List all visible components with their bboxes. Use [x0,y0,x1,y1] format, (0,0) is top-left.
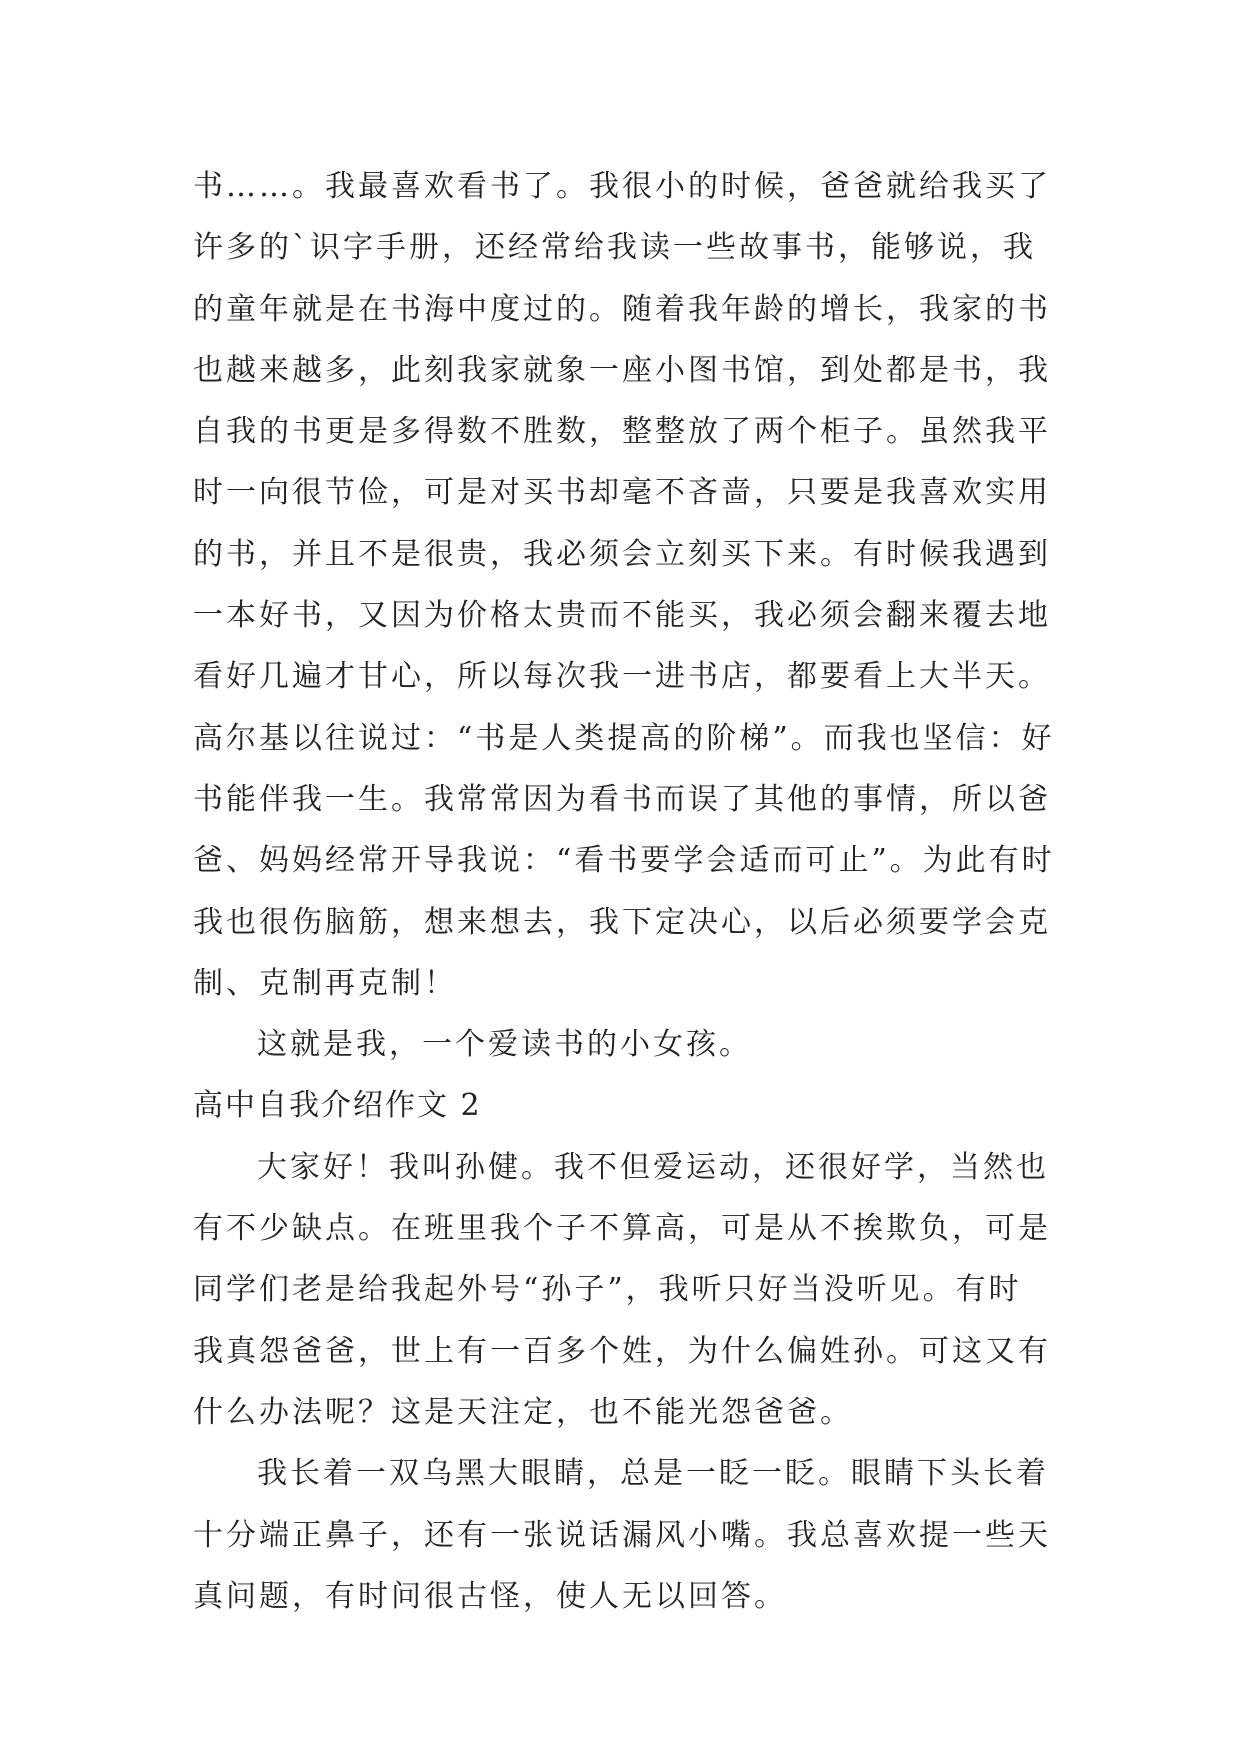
text-line: 的书，并且不是很贵，我必须会立刻买下来。有时候我遇到 [193,536,1051,572]
document-body [193,156,1073,1627]
text-line: 一本好书，又因为价格太贵而不能买，我必须会翻来覆去地 [193,598,1051,634]
text-line: 自我的书更是多得数不胜数，整整放了两个柜子。虽然我平 [193,414,1051,450]
text-line: 我也很伤脑筋，想来想去，我下定决心，以后必须要学会克 [193,904,1051,940]
text-line: 高尔基以往说过：“书是人类提高的阶梯”。而我也坚信：好 [193,720,1055,756]
text-line: 爸、妈妈经常开导我说：“看书要学会适而可止”。为此有时 [193,843,1055,879]
text-line: 也越来越多，此刻我家就象一座小图书馆，到处都是书，我 [193,352,1051,388]
text-line: 制、克制再克制！ [193,965,457,1001]
text-line: 时一向很节俭，可是对买书却毫不吝啬，只要是我喜欢实用 [193,475,1051,511]
closing-line: 这就是我，一个爱读书的小女孩。 [257,1027,752,1063]
paragraph-2 [193,1137,1073,1443]
section-heading: 高中自我介绍作文 2 [193,1088,482,1124]
text-line: 书……。我最喜欢看书了。我很小的时候，爸爸就给我买了 [193,169,1051,204]
text-line: 书能伴我一生。我常常因为看书而误了其他的事情，所以爸 [193,781,1051,817]
paragraph-3 [193,1443,1073,1627]
paragraph-1 [193,156,1073,1014]
text-line: 我长着一双乌黑大眼睛，总是一眨一眨。眼睛下头长着 [257,1456,1049,1492]
text-line: 同学们老是给我起外号“孙子”，我听只好当没听见。有时 [193,1272,1022,1308]
text-line: 大家好！我叫孙健。我不但爱运动，还很好学，当然也 [257,1149,1049,1185]
text-line: 有不少缺点。在班里我个子不算高，可是从不挨欺负，可是 [193,1211,1051,1247]
text-line: 什么办法呢？这是天注定，也不能光怨爸爸。 [193,1394,853,1430]
text-line: 看好几遍才甘心，所以每次我一进书店，都要看上大半天。 [193,659,1051,695]
text-line: 十分端正鼻子，还有一张说话漏风小嘴。我总喜欢提一些天 [193,1517,1051,1553]
text-line: 真问题，有时问很古怪，使人无以回答。 [193,1578,787,1614]
text-line: 我真怨爸爸，世上有一百多个姓，为什么偏姓孙。可这又有 [193,1333,1051,1369]
text-line: 的童年就是在书海中度过的。随着我年龄的增长，我家的书 [193,291,1051,327]
text-line: 许多的`识字手册，还经常给我读一些故事书，能够说，我 [193,230,1036,266]
